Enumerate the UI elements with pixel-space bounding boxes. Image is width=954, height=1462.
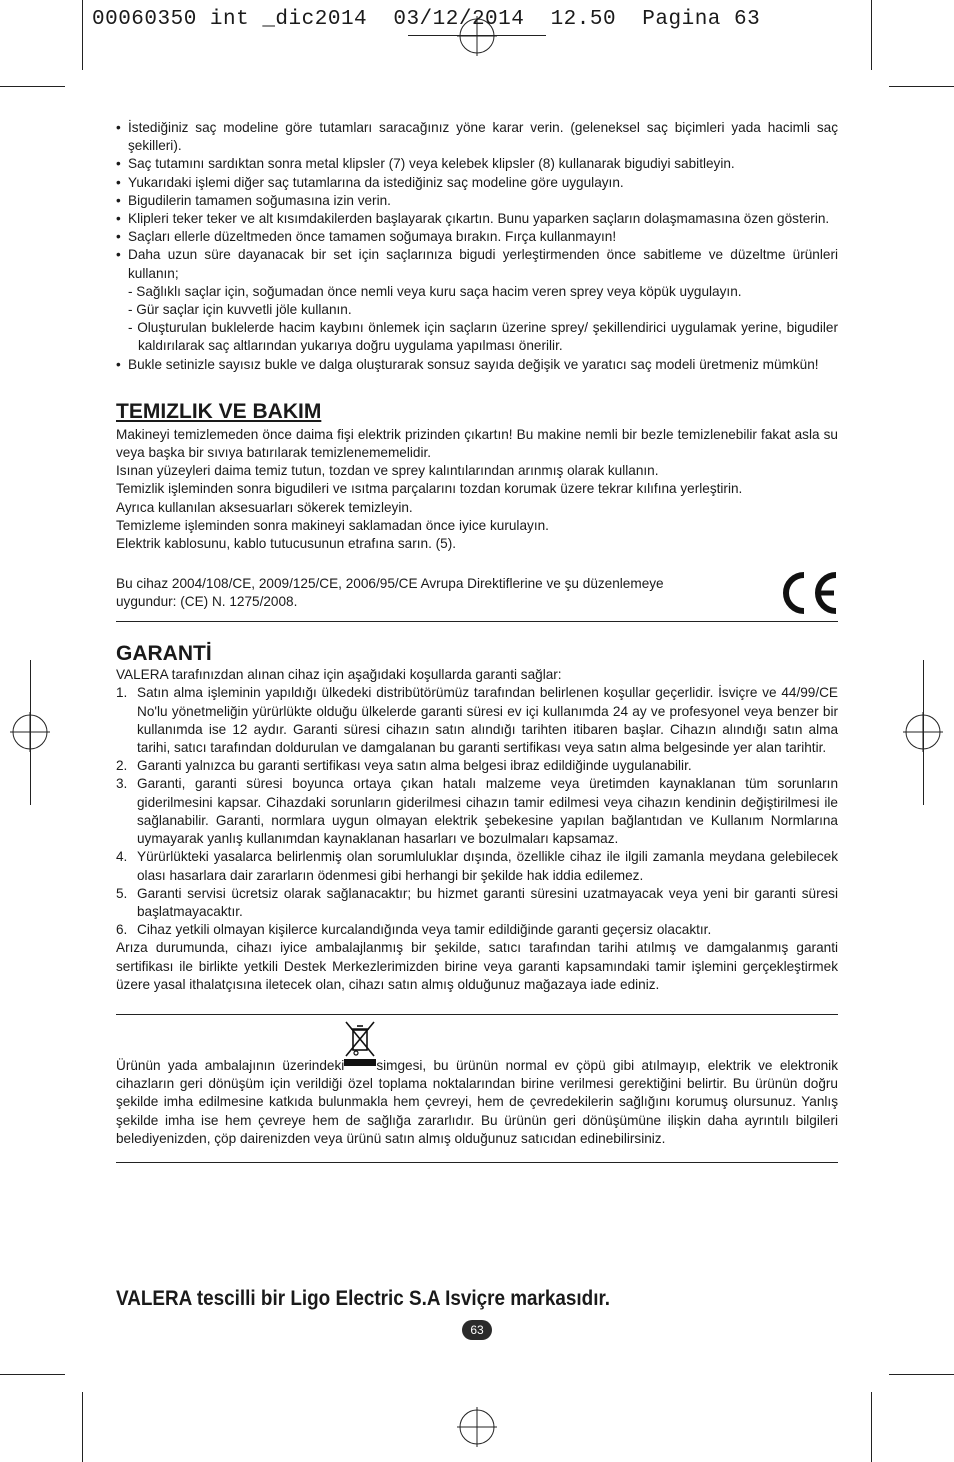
weee-text-after: simgesi, bu ürünün normal ev çöpü gibi atılmayıp, elektrik ve elektronik cihazların geri dönüşüm için verildiği özel toplama noktalarından birine verilmesi gerektiğini belirtir. Bu ürünün doğru şekilde imha edilmesine katkıda bulunmakla hem çevreyi, hem de çevredekilerin sağlığını korumuş olursunuz. Yanlış şekilde imha ise hem çevreye hem de sağlığa zararlıdır. Bu ürünün geri dönüşümüne ilişkin daha ayrıntılı bilgileri belediyenizden, çöp dairenizden veya ürünü satın almış olduğunuz satıcıdan edinebilirsiniz.: [116, 1057, 839, 1146]
section-divider: [116, 1162, 838, 1163]
cleaning-paragraph: Isınan yüzeyleri daima temiz tutun, tozdan ve sprey kalıntılarından arınmış olarak kullanın.: [116, 463, 659, 479]
list-item: • Saçları ellerle düzeltmeden önce tamamen soğumaya bırakın. Fırça kullanmayın!: [116, 228, 838, 246]
cleaning-paragraph: Elektrik kablosunu, kablo tutucusunun etrafına sarın. (5).: [116, 536, 457, 552]
list-item: • Saç tutamını sardıktan sonra metal klipsler (7) veya kelebek klipsler (8) kullanarak bigudiyi sabitleyin.: [116, 155, 838, 173]
crop-mark: [82, 1392, 83, 1462]
list-item: • Bigudilerin tamamen soğumasına izin verin.: [116, 192, 838, 210]
list-item: • Yukarıdaki işlemi diğer saç tutamlarına da istediğiniz saç modeline göre uygulayın.: [116, 174, 838, 192]
crop-mark: [889, 1374, 954, 1375]
list-item: 5. Garanti servisi ücretsiz olarak sağlanacaktır; bu hizmet garanti süresini uzatmayacak veya yeni bir garanti süresi başlatmayacaktır.: [116, 885, 838, 919]
crossed-bin-icon: [344, 1020, 376, 1066]
instruction-list: [116, 119, 838, 374]
page-number-badge: 63: [462, 1320, 492, 1340]
cleaning-title: TEMIZLIK VE BAKIM: [116, 399, 322, 423]
cleaning-paragraph: Temizleme işleminden sonra makineyi saklamadan önce iyice kurulayın.: [116, 517, 549, 533]
ce-compliance: [116, 571, 838, 615]
list-item: 3. Garanti, garanti süresi boyunca ortaya çıkan hatalı malzeme veya üretimden kaynaklanan tüm sorunların giderilmesini kapsar. Cihazdaki sorunların giderilmesi cihazın tamir edilmesi veya cihazın kendinin değiştirilmesi ile sağlanabilir. Garanti, normlara uygun olmayan elektrik şebekesine yapılan bağlantıdan ve Kullanım Normlarına uymayarak yanlış kullanımdan kaynaklanan hasarları ve bozulmaları kapsamaz.: [116, 776, 838, 847]
registration-target-icon: [10, 712, 50, 752]
list-item: 6. Cihaz yetkili olmayan kişilerce kurcalandığında veya tamir edildiğinde garanti geçersiz olacaktır.: [116, 922, 712, 938]
weee-symbol-slot: [344, 1060, 376, 1070]
cleaning-paragraph: Ayrıca kullanılan aksesuarları sökerek temizleyin.: [116, 499, 413, 515]
weee-text: [116, 1057, 838, 1148]
sub-item: - Gür saçlar için kuvvetli jöle kullanın.: [128, 302, 352, 318]
print-header: 00060350 int _dic2014 03/12/2014 12.50 Pagina 63: [92, 8, 761, 31]
warranty-title: GARANTİ: [116, 642, 212, 666]
list-item: 1. Satın alma işleminin yapıldığı ülkedeki distribütörümüz tarafından belirlenen koşullar geçerlidir. İsviçre ve 44/99/CE No'lu yönetmeliğin yürürlükte olduğu ülkelerde garanti süresi ev içi kullanımda 24 ay ve profesyonel veya benzer bir kullanımda ise 12 aydır. Garanti süresi cihazın satın alındığı tarihten itibaren başlar. Cihazın alındığı satın alma tarihi, satıcı tarafından doldurulan ve damgalanan bu garanti sertifikası veya satın alma belgesinde yer alan tarihtir.: [116, 685, 838, 756]
warranty-intro: VALERA tarafınızdan alınan cihaz için aşağıdaki koşullarda garanti sağlar:: [116, 667, 562, 683]
ce-mark-icon: [778, 571, 838, 615]
list-item: 2. Garanti yalnızca bu garanti sertifikası veya satın alma belgesi ibraz edildiğinde uygulanabilir.: [116, 758, 692, 774]
brand-statement: VALERA tescilli bir Ligo Electric S.A Isviçre markasıdır.: [116, 1287, 611, 1310]
list-item: • İstediğiniz saç modeline göre tutamları saracağınız yöne karar verin. (geleneksel saç biçimleri yada hacimli saç şekilleri).: [116, 119, 838, 155]
ce-text: Bu cihaz 2004/108/CE, 2009/125/CE, 2006/95/CE Avrupa Direktiflerine ve şu düzenlemeye uygundur: (CE) N. 1275/2008.: [116, 576, 664, 610]
crop-mark: [0, 86, 65, 87]
sub-item: - Sağlıklı saçlar için, soğumadan önce nemli veya kuru saça hacim veren sprey veya köpük uygulayın.: [128, 283, 742, 299]
sub-item: - Oluşturulan buklelerde hacim kaybını önlemek için saçların üzerine sprey/ şekillendirici uygulamak yerine, bigudiler kaldırılarak saç altlarından yukarıya doğru uygulama yapılması önerilir.: [128, 320, 838, 354]
weee-notice: [116, 1023, 838, 1148]
list-item: • Bukle setinizle sayısız bukle ve dalga oluşturarak sonsuz sayıda değişik ve yaratıcı saç modeli üretmeniz mümkün!: [116, 356, 838, 374]
crop-mark: [871, 1392, 872, 1462]
registration-target-icon: [903, 712, 943, 752]
weee-text-before: Ürünün yada ambalajının üzerindeki: [116, 1057, 345, 1073]
registration-target-icon: [457, 1407, 497, 1447]
crop-mark: [0, 1374, 65, 1375]
warranty-outro: Arıza durumunda, cihazı iyice ambalajlanmış bir şekilde, satıcı tarafından tarihi atılmış ve damgalanmış garanti sertifikası ile birlikte yetkili Destek Merkezlerimizden birine veya garanti kapsamındaki tamir işlemini gerçekleştirmek üzere yasal ithalatçısına iletecek olan, cihazı satın almış olduğunuz mağazaya iade ediniz.: [116, 940, 838, 992]
list-item: 4. Yürürlükteki yasalarca belirlenmiş olan sorumluluklar dışında, özellikle cihaz ile ilgili zamanla meydana gelebilecek olası hasarlara dair zararların ödenmesi gibi herhangi bir şekilde hak iddia edilemez.: [116, 849, 838, 883]
crop-mark: [889, 86, 954, 87]
crop-mark: [871, 0, 872, 70]
warranty-list: [116, 684, 838, 939]
header-rule: [408, 35, 546, 36]
list-item: • Klipleri teker teker ve alt kısımdakilerden başlayarak çıkartın. Bunu yaparken saçların dolaşmamasına özen gösterin.: [116, 210, 838, 228]
list-item: • Daha uzun süre dayanacak bir set için saçlarınıza bigudi yerleştirmenden önce sabitleme ve düzeltme ürünleri kullanın;: [116, 246, 838, 282]
page-content: [116, 119, 838, 1163]
crop-mark: [82, 0, 83, 70]
cleaning-paragraph: Makineyi temizlemeden önce daima fişi elektrik prizinden çıkartın! Bu makine nemli bir bezle temizlenebilir fakat asla su veya başka bir sıvıya batırılarak temizlenememelidir.: [116, 426, 838, 461]
cleaning-paragraph: Temizlik işleminden sonra bigudileri ve ısıtma parçalarını tozdan korumak üzere tekrar kılıfına yerleştirin.: [116, 481, 743, 497]
